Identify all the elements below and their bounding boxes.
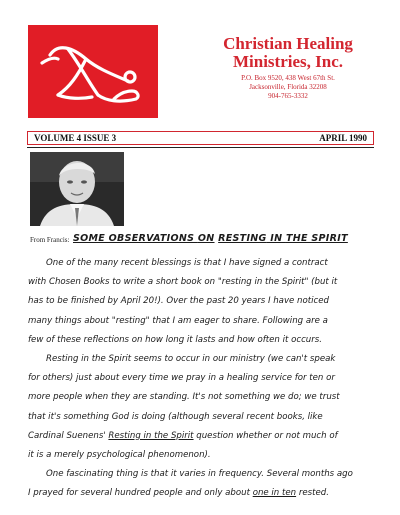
line-text: I prayed for several hundred people and only about bbox=[28, 488, 253, 499]
line-text: few of these reflections on how long it lasts and how often it occurs. bbox=[28, 334, 322, 345]
healing-figure-icon bbox=[28, 25, 158, 118]
author-photo bbox=[30, 152, 124, 226]
line-text: Resting in the Spirit seems to occur in our ministry (we can't speak bbox=[46, 353, 336, 364]
line-text: rested. bbox=[296, 488, 329, 499]
handwritten-line bbox=[28, 446, 376, 465]
line-text: for others) just about every time we pray in a healing service for ten or bbox=[28, 373, 335, 384]
portrait-photo bbox=[30, 152, 124, 226]
handwritten-line bbox=[28, 312, 376, 331]
line-text: One of the many recent blessings is that I have signed a contract bbox=[46, 258, 328, 268]
handwritten-line bbox=[28, 408, 376, 427]
handwritten-line bbox=[28, 254, 376, 273]
underlined-phrase: Resting in the Spirit bbox=[108, 430, 194, 441]
handwritten-line bbox=[28, 388, 376, 407]
line-text: Cardinal Suenens' bbox=[28, 430, 109, 441]
article-body bbox=[28, 254, 376, 503]
divider bbox=[27, 147, 374, 148]
handwritten-line bbox=[28, 292, 376, 311]
line-text: with Chosen Books to write a short book on "resting in the Spirit" (but it bbox=[28, 277, 338, 288]
heading-part: SOME OBSERVATIONS bbox=[73, 233, 198, 244]
org-name-line2: Ministries, Inc. bbox=[232, 52, 344, 71]
handwritten-line bbox=[28, 273, 376, 292]
handwritten-line bbox=[28, 427, 376, 446]
handwritten-line bbox=[28, 484, 376, 503]
handwritten-line bbox=[28, 369, 376, 388]
heading-part: ON bbox=[197, 233, 215, 244]
article-heading bbox=[73, 233, 348, 244]
ministry-logo bbox=[28, 25, 158, 118]
heading-part: RESTING bbox=[218, 233, 267, 244]
heading-part: IN bbox=[266, 233, 286, 244]
handwritten-line bbox=[28, 331, 376, 350]
phone-number: 904-765-3332 bbox=[268, 92, 308, 100]
underlined-phrase: one in ten bbox=[252, 488, 297, 499]
line-text: One fascinating thing is that it varies in frequency. Several months ago bbox=[46, 469, 353, 480]
issue-date: APRIL 1990 bbox=[319, 133, 367, 143]
address-line1: P.O. Box 9520, 438 West 67th St. bbox=[241, 74, 335, 82]
line-text: it is a merely psychological phenomenon). bbox=[28, 449, 211, 460]
line-text: that it's something God is doing (although several recent books, like bbox=[28, 411, 323, 422]
handwritten-line bbox=[28, 350, 376, 369]
from-label: From Francis: bbox=[30, 236, 70, 244]
line-text: has to be finished by April 20!). Over the past 20 years I have noticed bbox=[28, 296, 329, 307]
issue-bar bbox=[27, 131, 374, 145]
volume-issue: VOLUME 4 ISSUE 3 bbox=[34, 133, 117, 143]
line-text: many things about "resting" that I am eager to share. Following are a bbox=[28, 315, 328, 326]
line-text: question whether or not much of bbox=[193, 430, 338, 441]
organization-name bbox=[188, 35, 388, 71]
organization-address bbox=[188, 74, 388, 101]
org-name-line1: Christian Healing bbox=[223, 34, 353, 53]
line-text: more people when they are standing. It's not something we do; we trust bbox=[28, 392, 340, 403]
handwritten-line bbox=[28, 465, 376, 484]
heading-part: THE SPIRIT bbox=[285, 233, 348, 244]
address-line2: Jacksonville, Florida 32208 bbox=[249, 83, 327, 91]
